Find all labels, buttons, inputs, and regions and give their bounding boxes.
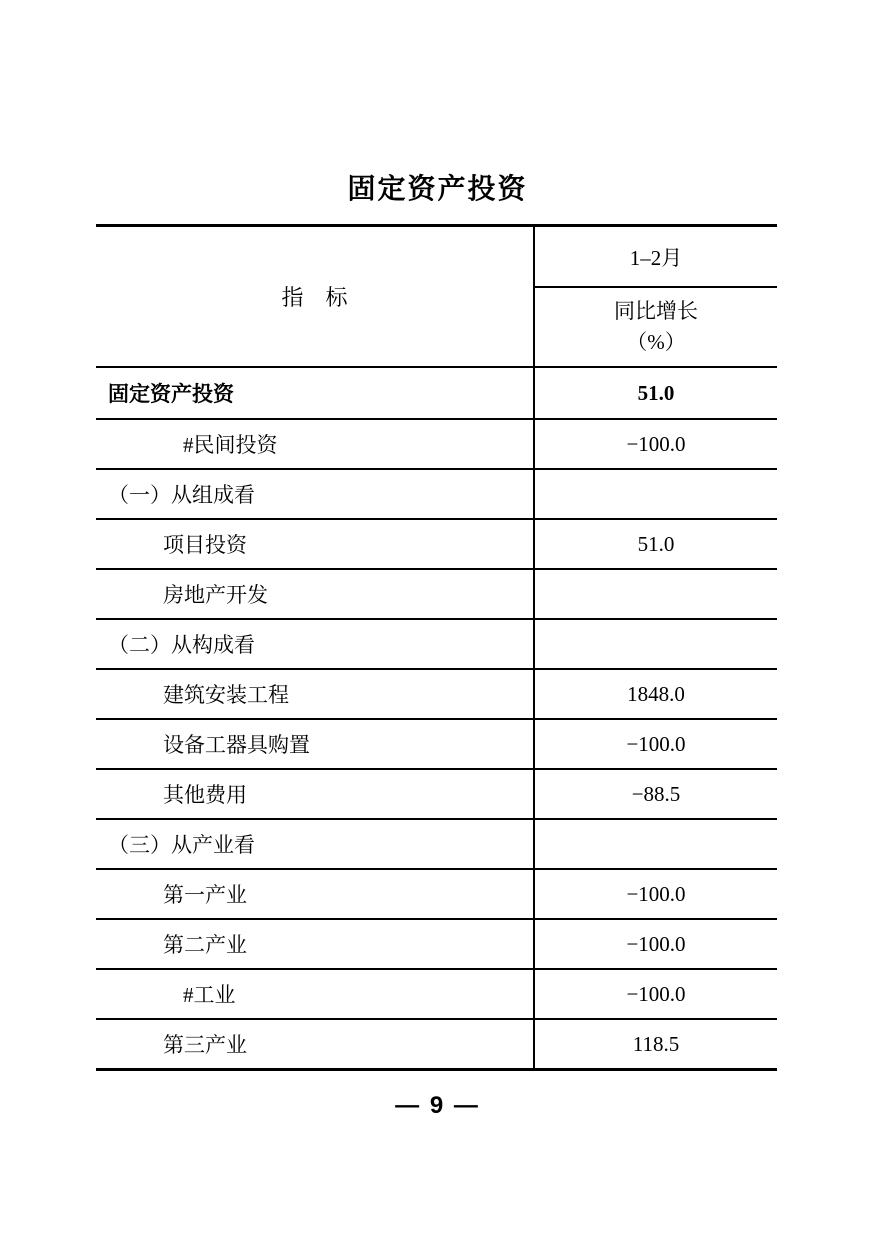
- row-label: （三）从产业看: [108, 833, 255, 857]
- row-value: [533, 820, 777, 868]
- row-label: 第二产业: [163, 933, 247, 957]
- table-row: [96, 368, 777, 418]
- page-title: 固定资产投资: [347, 173, 528, 204]
- row-label: 第三产业: [163, 1033, 247, 1057]
- table-row: [96, 918, 777, 968]
- row-value: 51.0: [533, 520, 777, 568]
- table-header: [96, 227, 777, 368]
- row-value: −88.5: [533, 770, 777, 818]
- table-row: [96, 1018, 777, 1068]
- indicator-column-header: 指 标: [281, 285, 348, 310]
- row-label: （二）从构成看: [108, 633, 255, 657]
- period-header: 1–2月: [535, 227, 777, 288]
- row-value: [533, 570, 777, 618]
- row-label: 其他费用: [163, 783, 247, 807]
- table-row: [96, 618, 777, 668]
- row-value: 1848.0: [533, 670, 777, 718]
- table-row: [96, 468, 777, 518]
- metric-header: [535, 288, 777, 366]
- table-row: [96, 868, 777, 918]
- table-row: [96, 568, 777, 618]
- row-value: 51.0: [533, 368, 777, 418]
- table-row: [96, 768, 777, 818]
- row-label: #工业: [183, 983, 236, 1007]
- table-row: [96, 968, 777, 1018]
- row-value: −100.0: [533, 420, 777, 468]
- table-row: [96, 718, 777, 768]
- page-number: — 9 —: [395, 1092, 480, 1119]
- metric-header-line2: （%）: [626, 330, 686, 354]
- row-label: （一）从组成看: [108, 483, 255, 507]
- table-row: [96, 818, 777, 868]
- row-value: 118.5: [533, 1020, 777, 1068]
- table-row: [96, 668, 777, 718]
- row-value: −100.0: [533, 720, 777, 768]
- row-value: −100.0: [533, 870, 777, 918]
- row-label: #民间投资: [183, 433, 278, 457]
- row-label: 项目投资: [163, 533, 247, 557]
- table-row: [96, 418, 777, 468]
- row-label: 设备工器具购置: [163, 733, 310, 757]
- row-value: [533, 470, 777, 518]
- table-row: [96, 518, 777, 568]
- fixed-asset-investment-table: [96, 224, 777, 1071]
- row-value: −100.0: [533, 970, 777, 1018]
- row-label: 房地产开发: [163, 583, 268, 607]
- value-column-header: [533, 227, 777, 366]
- row-label: 固定资产投资: [108, 382, 234, 406]
- row-label: 建筑安装工程: [163, 683, 289, 707]
- row-value: −100.0: [533, 920, 777, 968]
- metric-header-line1: 同比增长: [614, 299, 698, 323]
- row-label: 第一产业: [163, 883, 247, 907]
- row-value: [533, 620, 777, 668]
